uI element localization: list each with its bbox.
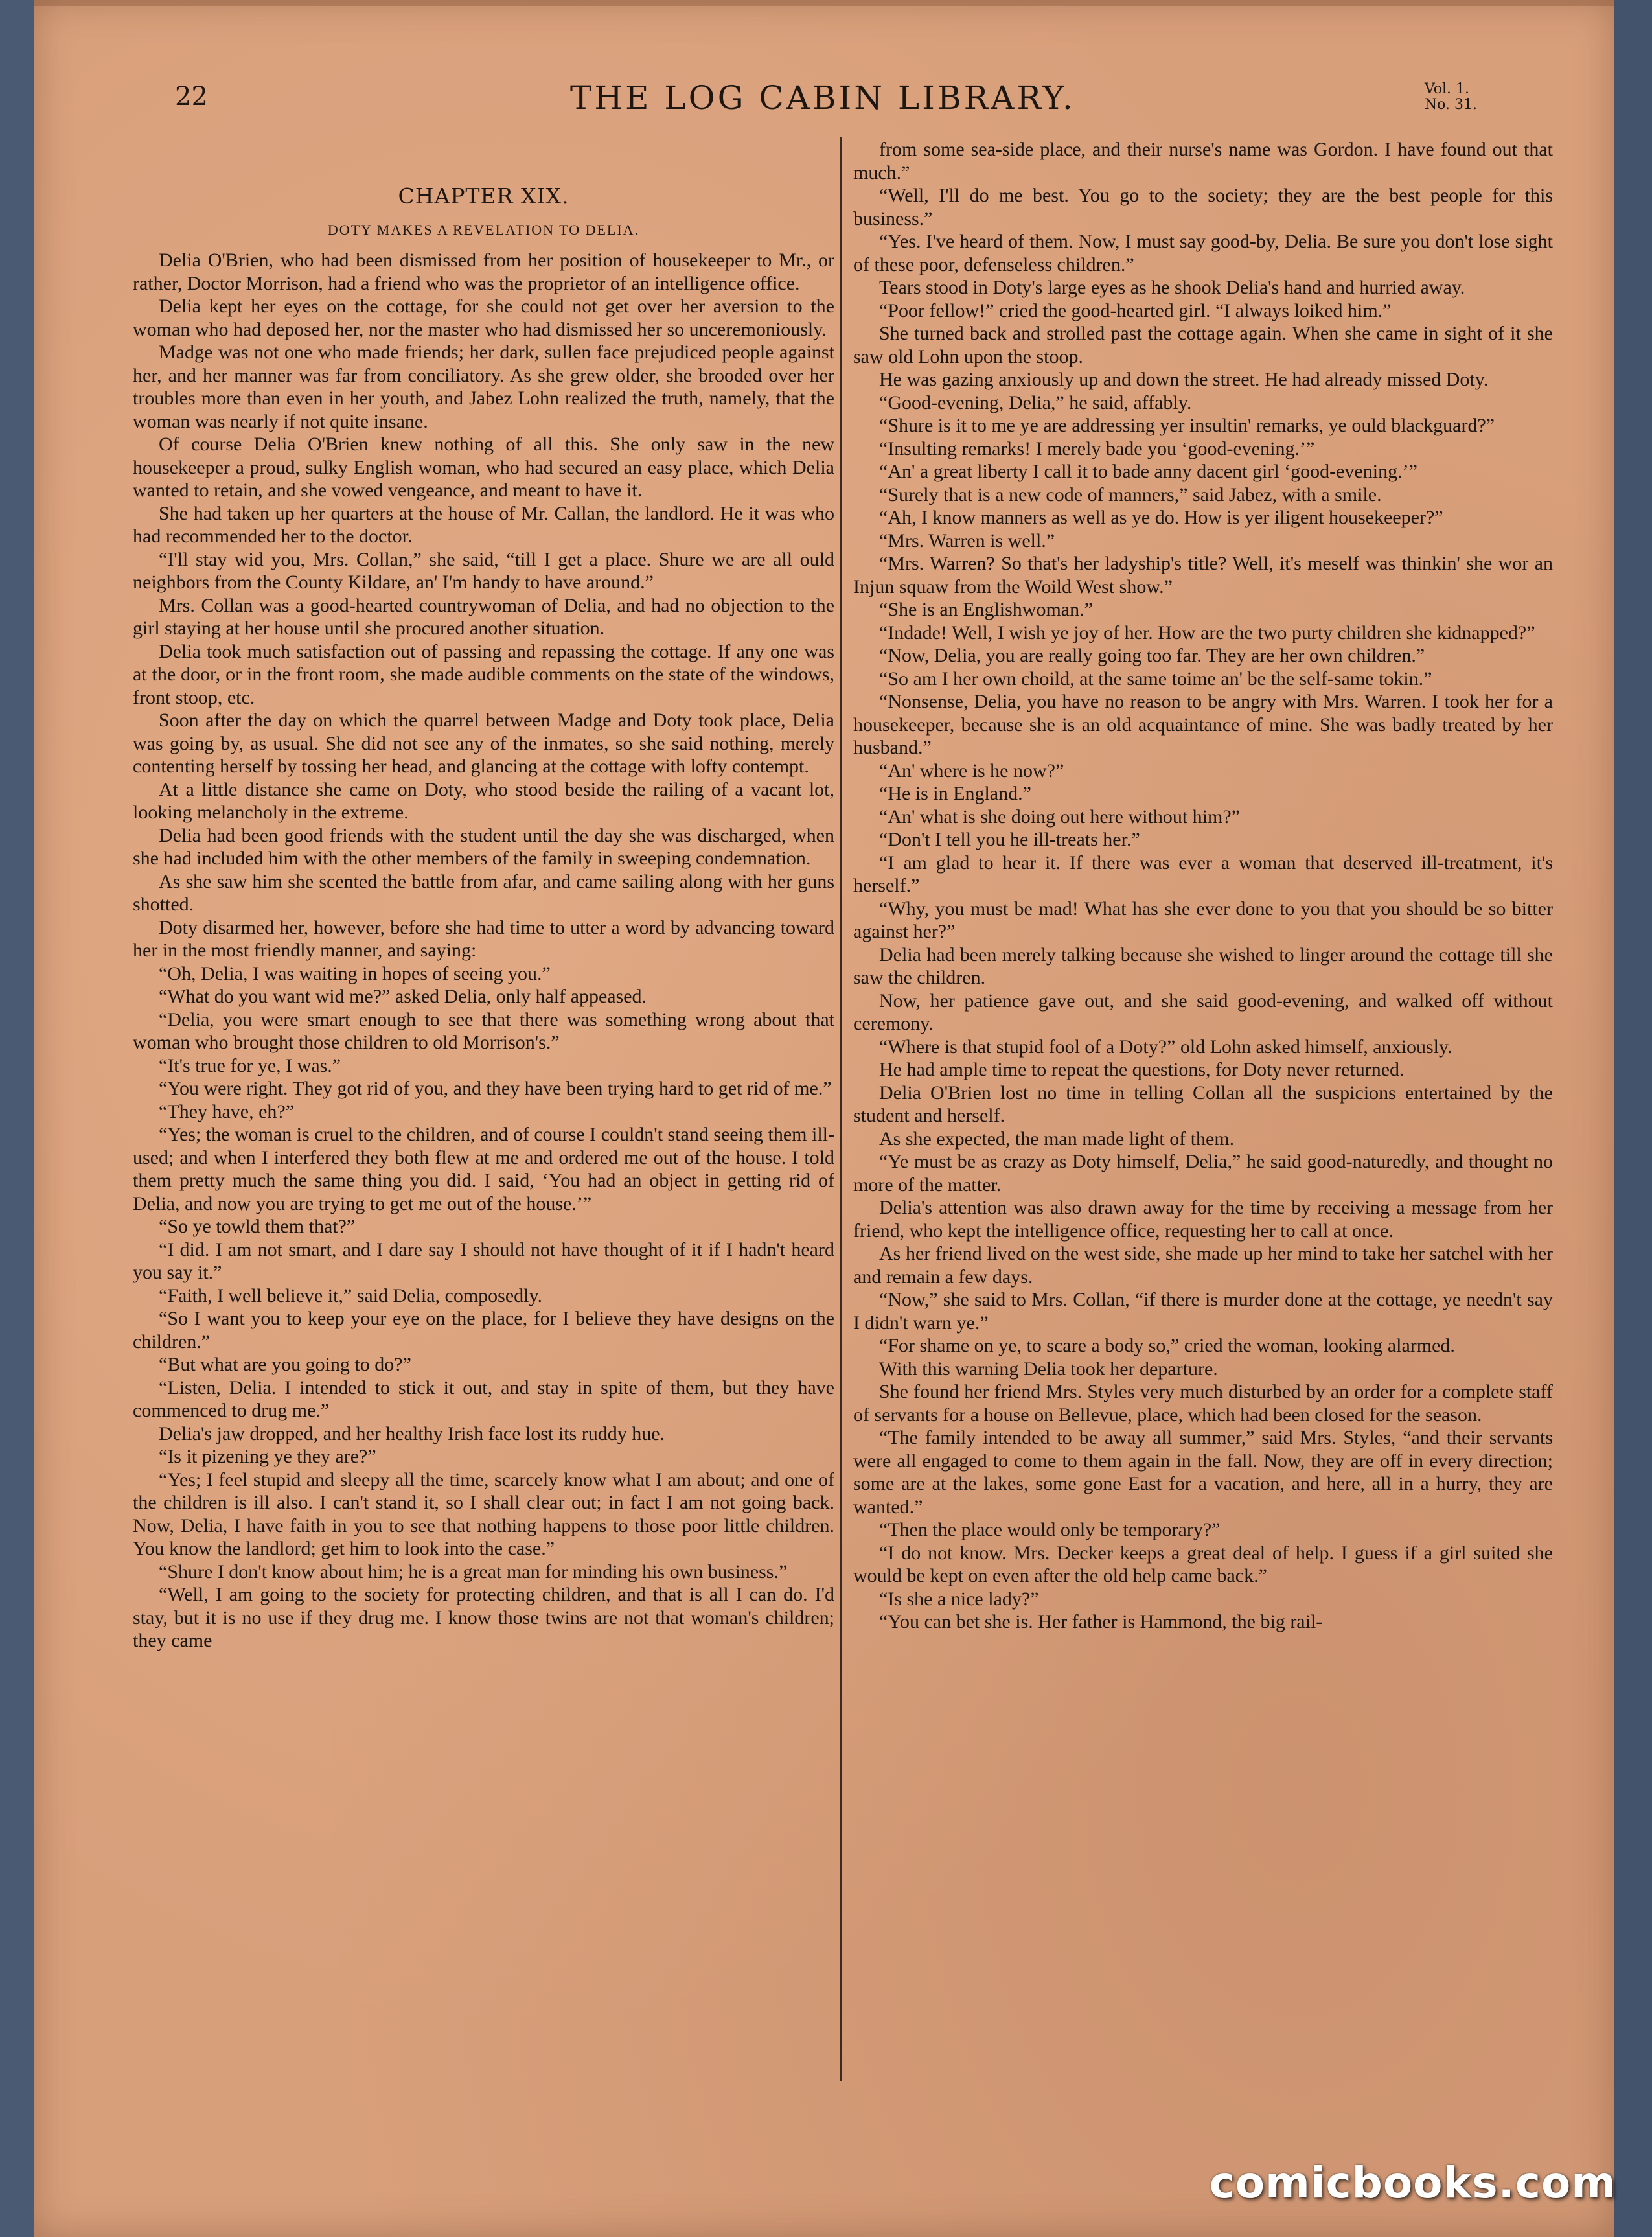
paragraph: Delia's jaw dropped, and her healthy Irish face lost its ruddy hue. bbox=[159, 1422, 665, 1444]
paragraph: “Is it pizening ye they are?” bbox=[159, 1446, 376, 1467]
paragraph: “Now,” she said to Mrs. Collan, “if there is murder done at the cottage, ye needn't say I didn't warn ye.” bbox=[853, 1289, 1553, 1334]
publication-title: THE LOG CABIN LIBRARY. bbox=[570, 79, 1075, 117]
left-column bbox=[133, 138, 834, 1652]
paragraph: “Well, I am going to the society for protecting children, and that is all I can do. I'd stay, but it is no use if they drug me. I know those twins are not that woman's children; they came bbox=[133, 1584, 834, 1651]
paragraph: “What do you want wid me?” asked Delia, only half appeased. bbox=[159, 986, 647, 1007]
paragraph: He was gazing anxiously up and down the street. He had already missed Doty. bbox=[879, 369, 1489, 390]
paragraph: With this warning Delia took her departure. bbox=[879, 1358, 1218, 1380]
paragraph: “For shame on ye, to scare a body so,” cried the woman, looking alarmed. bbox=[879, 1335, 1455, 1356]
volume-info bbox=[1425, 82, 1477, 113]
paragraph: “Good-evening, Delia,” he said, affably. bbox=[879, 391, 1192, 413]
column-divider bbox=[840, 137, 842, 2081]
paragraph: “The family intended to be away all summer,” said Mrs. Styles, “and their servants were all engaged to come to them again in the fall. Now, they are off in every direction; some are at the lakes, some gone East for a vacation, and here, all in a hurry, they are wanted.” bbox=[853, 1427, 1553, 1518]
paragraph: “You can bet she is. Her father is Hammond, the big rail- bbox=[879, 1611, 1323, 1632]
paragraph: “Surely that is a new code of manners,” said Jabez, with a smile. bbox=[879, 483, 1382, 505]
book-spine bbox=[1613, 0, 1652, 2237]
paragraph: “Ye must be as crazy as Doty himself, Delia,” he said good-naturedly, and thought no more of the matter. bbox=[853, 1151, 1553, 1196]
right-column-text bbox=[853, 138, 1553, 1634]
chapter-subheading: DOTY MAKES A REVELATION TO DELIA. bbox=[327, 221, 640, 238]
paragraph: Madge was not one who made friends; her dark, sullen face prejudiced people against her, and her manner was far from conciliatory. As she grew older, she brooded over her troubles more than even in her youth, and Jabez Lohn realized the truth, namely, that the woman was nearly if not quite insane. bbox=[133, 342, 834, 432]
paragraph: “Listen, Delia. I intended to stick it out, and stay in spite of them, but they have commenced to drug me.” bbox=[133, 1376, 834, 1421]
paragraph: Soon after the day on which the quarrel between Madge and Doty took place, Delia was going by, as usual. She did not see any of the inmates, so she said nothing, merely contenting herself by tossing her head, and glancing at the cottage with lofty contempt. bbox=[133, 710, 834, 777]
chapter-heading: CHAPTER XIX. bbox=[398, 183, 569, 209]
paragraph: “Shure is it to me ye are addressing yer insultin' remarks, ye ould blackguard?” bbox=[879, 415, 1495, 436]
paragraph: At a little distance she came on Doty, who stood beside the railing of a vacant lot, looking melancholy in the extreme. bbox=[133, 778, 834, 823]
paragraph: “An' what is she doing out here without him?” bbox=[879, 806, 1240, 828]
paragraph: “An' where is he now?” bbox=[879, 759, 1064, 782]
paragraph: “Ah, I know manners as well as ye do. How is yer iligent housekeeper?” bbox=[879, 507, 1443, 528]
paragraph: She had taken up her quarters at the house of Mr. Callan, the landlord. He it was who had recommended her to the doctor. bbox=[133, 502, 834, 547]
paragraph: “I'll stay wid you, Mrs. Collan,” she said, “till I get a place. Shure we are all ould neighbors from the County Kildare, an' I'm handy to have around.” bbox=[133, 548, 834, 593]
paragraph: She found her friend Mrs. Styles very much disturbed by an order for a complete staff of servants for a house on Bellevue, place, which had been closed for the season. bbox=[853, 1381, 1553, 1426]
paragraph: Now, her patience gave out, and she said good-evening, and walked off without ceremony. bbox=[853, 990, 1553, 1034]
paragraph: Delia's attention was also drawn away for the time by receiving a message from her friend, who kept the intelligence office, requesting her to call at once. bbox=[853, 1197, 1553, 1242]
paragraph: “Don't I tell you he ill-treats her.” bbox=[879, 829, 1140, 850]
paragraph: “Yes; the woman is cruel to the children, and of course I couldn't stand seeing them ill-used; and when I interfered they both flew at me and ordered me out of the house. I told them pretty much the same thing you did. I said, ‘You had an object in getting rid of Delia, and now you are trying to get me out of the house.’” bbox=[133, 1124, 834, 1214]
paragraph: Delia had been merely talking because she wished to linger around the cottage till she saw the children. bbox=[853, 944, 1553, 988]
paragraph: “I am glad to hear it. If there was ever a woman that deserved ill-treatment, it's herself.” bbox=[853, 852, 1553, 896]
paragraph: He had ample time to repeat the questions, for Doty never returned. bbox=[879, 1059, 1405, 1080]
header-rule bbox=[130, 128, 1516, 133]
paragraph: She turned back and strolled past the cottage again. When she came in sight of it she saw old Lohn upon the stoop. bbox=[853, 323, 1553, 367]
paragraph: “Why, you must be mad! What has she ever done to you that you should be so bitter against her?” bbox=[853, 898, 1553, 942]
paragraph: “She is an Englishwoman.” bbox=[879, 599, 1093, 620]
paragraph: Delia took much satisfaction out of passing and repassing the cottage. If any one was at the door, or in the front room, she made audible comments on the state of the windows, front stoop, etc. bbox=[133, 640, 834, 708]
paragraph: “An' a great liberty I call it to bade anny dacent girl ‘good-evening.’” bbox=[879, 461, 1417, 482]
paragraph: “Nonsense, Delia, you have no reason to be angry with Mrs. Warren. I took her for a housekeeper, because she is an old acquaintance of mine. She was badly treated by her husband.” bbox=[853, 691, 1553, 758]
volume-label: Vol. 1. bbox=[1424, 81, 1470, 97]
paragraph: Of course Delia O'Brien knew nothing of all this. She only saw in the new housekeeper a proud, sulky English woman, who had secured an easy place, which Delia wanted to retain, and she vowed vengeance, and meant to have it. bbox=[133, 434, 834, 501]
page-header bbox=[130, 76, 1516, 128]
paragraph: “Insulting remarks! I merely bade you ‘good-evening.’” bbox=[879, 437, 1315, 459]
paragraph: “Poor fellow!” cried the good-hearted girl. “I always loiked him.” bbox=[879, 299, 1392, 321]
paragraph: “Delia, you were smart enough to see that there was something wrong about that woman who brought those children to old Morrison's.” bbox=[133, 1008, 834, 1053]
paragraph: “I do not know. Mrs. Decker keeps a great deal of help. I guess if a girl suited she would be kept on even after the old help came back.” bbox=[853, 1542, 1553, 1586]
paragraph: “They have, eh?” bbox=[159, 1100, 295, 1122]
paragraph: Delia O'Brien lost no time in telling Collan all the suspicions entertained by the student and herself. bbox=[853, 1082, 1553, 1126]
paragraph: “Yes. I've heard of them. Now, I must say good-by, Delia. Be sure you don't lose sight of these poor, defenseless children.” bbox=[853, 231, 1553, 275]
paragraph: Doty disarmed her, however, before she had time to utter a word by advancing toward her in the most friendly manner, and saying: bbox=[133, 916, 834, 961]
paragraph: “Well, I'll do me best. You go to the society; they are the best people for this business.” bbox=[853, 185, 1553, 229]
page-top-edge bbox=[34, 0, 1614, 6]
paragraph: Tears stood in Doty's large eyes as he shook Delia's hand and hurried away. bbox=[879, 277, 1465, 298]
paragraph: Delia had been good friends with the student until the day she was discharged, when she had included him with the other members of the family in sweeping condemnation. bbox=[133, 824, 834, 869]
paragraph: “Mrs. Warren? So that's her ladyship's title? Well, it's meself was thinkin' she wor an Injun squaw from the Woild West show.” bbox=[853, 553, 1553, 597]
paragraph: “So am I her own choild, at the same toime an' be the self-same tokin.” bbox=[879, 667, 1432, 690]
paragraph: Delia O'Brien, who had been dismissed from her position of housekeeper to Mr., or rather, Doctor Morrison, had a friend who was the proprietor of an intelligence office. bbox=[133, 249, 834, 294]
paragraph: “You were right. They got rid of you, and they have been trying hard to get rid of me.” bbox=[159, 1078, 832, 1099]
paragraph: Delia kept her eyes on the cottage, for she could not get over her aversion to the woman who had deposed her, nor the master who had dismissed her so unceremoniously. bbox=[133, 296, 834, 340]
paragraph: “Faith, I well believe it,” said Delia, composedly. bbox=[159, 1284, 543, 1306]
issue-number: No. 31. bbox=[1424, 97, 1477, 113]
paragraph: “Shure I don't know about him; he is a great man for minding his own business.” bbox=[159, 1560, 788, 1582]
left-column-text bbox=[133, 249, 834, 1652]
paragraph: “So I want you to keep your eye on the place, for I believe they have designs on the children.” bbox=[133, 1308, 834, 1352]
paragraph: “Is she a nice lady?” bbox=[879, 1588, 1039, 1610]
right-column bbox=[853, 138, 1553, 1634]
watermark-logo: comicbooks.com bbox=[1209, 2158, 1616, 2208]
page-number: 22 bbox=[175, 82, 208, 111]
paragraph: As she saw him she scented the battle from afar, and came sailing along with her guns shotted. bbox=[133, 870, 834, 915]
paragraph: “Oh, Delia, I was waiting in hopes of seeing you.” bbox=[159, 962, 551, 984]
paragraph: “Mrs. Warren is well.” bbox=[879, 529, 1055, 551]
paragraph: “Indade! Well, I wish ye joy of her. How are the two purty children she kidnapped?” bbox=[879, 621, 1535, 643]
paragraph: “But what are you going to do?” bbox=[159, 1354, 411, 1375]
paragraph: “He is in England.” bbox=[879, 783, 1031, 804]
paragraph: “Yes; I feel stupid and sleepy all the time, scarcely know what I am about; and one of the children is ill also. I can't stand it, so I shall clear out; in fact I am not going back. Now, Delia, I have faith in you to see that nothing happens to those poor little children. You know the landlord; get him to look into the case.” bbox=[133, 1468, 834, 1559]
paragraph: “I did. I am not smart, and I dare say I should not have thought of it if I hadn't heard you say it.” bbox=[133, 1238, 834, 1283]
paragraph: As she expected, the man made light of them. bbox=[879, 1128, 1235, 1150]
paragraph: As her friend lived on the west side, she made up her mind to take her satchel with her and remain a few days. bbox=[853, 1243, 1553, 1288]
paragraph: Mrs. Collan was a good-hearted countrywoman of Delia, and had no objection to the girl staying at her house until she procured another situation. bbox=[133, 594, 834, 639]
paragraph: “Now, Delia, you are really going too far. They are her own children.” bbox=[879, 645, 1425, 666]
paragraph: “Where is that stupid fool of a Doty?” old Lohn asked himself, anxiously. bbox=[879, 1036, 1452, 1058]
paragraph: “So ye towld them that?” bbox=[159, 1216, 356, 1237]
paragraph: “Then the place would only be temporary?” bbox=[879, 1519, 1221, 1540]
paragraph: from some sea-side place, and their nurse's name was Gordon. I have found out that much.” bbox=[853, 139, 1553, 183]
paragraph: “It's true for ye, I was.” bbox=[159, 1054, 341, 1076]
